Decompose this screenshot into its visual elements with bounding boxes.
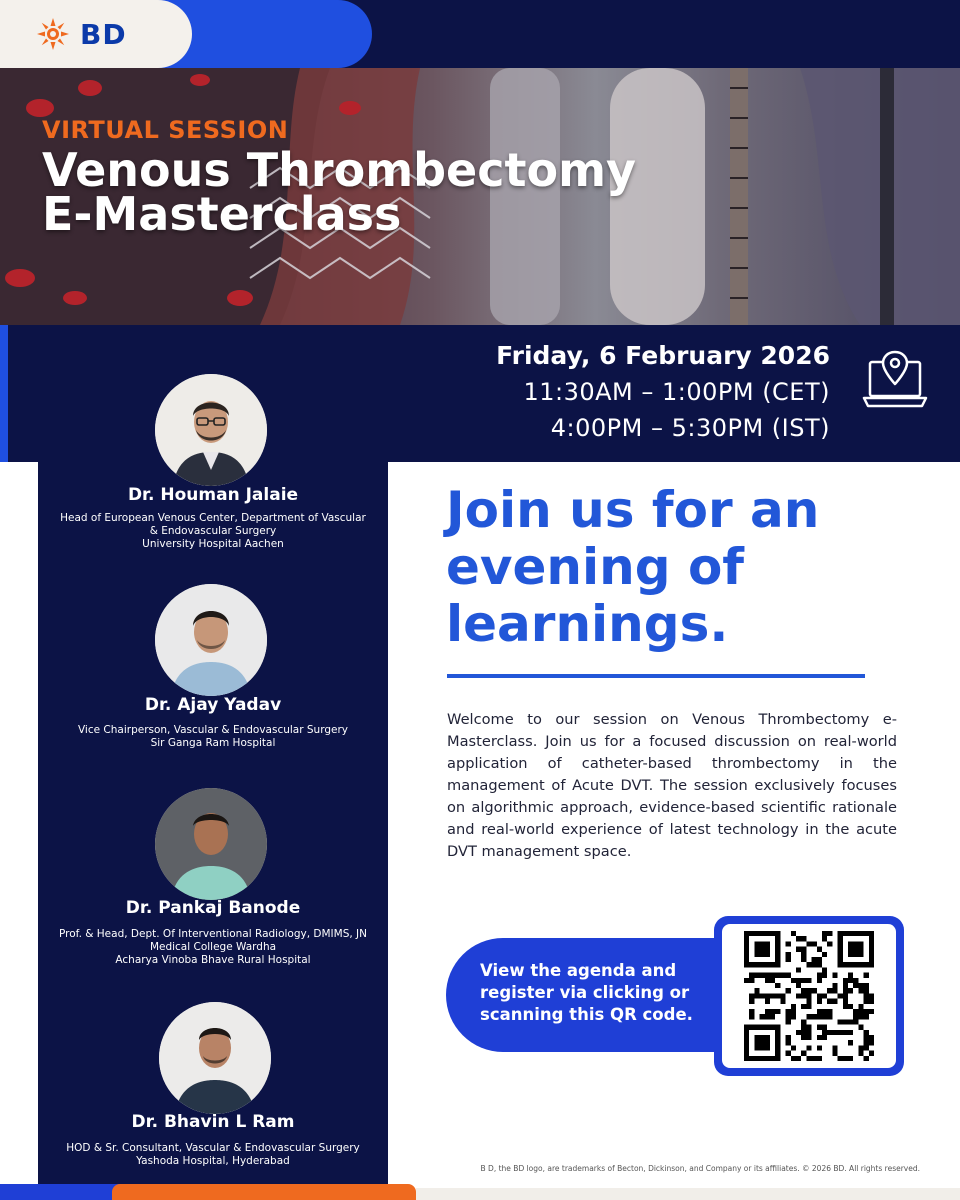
speaker-role-line: Prof. & Head, Dept. Of Interventional Radiology, DMIMS, JN: [59, 928, 367, 940]
speaker-role-line: & Endovascular Surgery: [149, 525, 277, 537]
speaker-name: Dr. Houman Jalaie: [127, 485, 299, 505]
speaker-photo: [159, 1002, 271, 1114]
speaker-role-line: Head of European Venous Center, Department of Vascular: [60, 512, 366, 524]
headline-line2: evening of: [446, 538, 745, 596]
event-time-cet: 11:30AM – 1:00PM (CET): [523, 378, 830, 406]
speaker-role-line: Acharya Vinoba Bhave Rural Hospital: [115, 954, 311, 966]
speaker-role-line: HOD & Sr. Consultant, Vascular & Endovascular Surgery: [66, 1142, 360, 1154]
cta-line3: scanning this QR code.: [480, 1005, 693, 1024]
speaker-name: Dr. Pankaj Banode: [125, 898, 301, 918]
speaker-role: [48, 1142, 378, 1168]
headline-line3: learnings.: [446, 595, 729, 653]
date-band-accent: [0, 325, 8, 462]
cta-line2: register via clicking or: [480, 983, 690, 1002]
laptop-location-icon: [862, 348, 928, 410]
speaker-role-line: Yashoda Hospital, Hyderabad: [136, 1155, 290, 1167]
register-cta-label[interactable]: [480, 960, 720, 1026]
speaker-role-line: Sir Ganga Ram Hospital: [150, 737, 276, 749]
event-schedule: [496, 338, 830, 446]
session-type-label: VIRTUAL SESSION: [42, 116, 289, 144]
intro-paragraph: Welcome to our session on Venous Thrombectomy e-Masterclass. Join us for a focused discussion on real-world application of catheter-based thrombectomy in the management of Acute DVT. The session exclusively focuses on algorithmic approach, evidence-based scientific rationale and real-world experience of latest technology in the acute DVT management space.: [447, 711, 897, 860]
qr-code-icon: [731, 931, 887, 1061]
speaker-role: [48, 928, 378, 967]
speaker-photo: [155, 374, 267, 486]
headline: [446, 482, 916, 653]
qr-code[interactable]: [722, 924, 896, 1068]
event-time-ist: 4:00PM – 5:30PM (IST): [550, 414, 830, 442]
footer-bar-orange: [112, 1184, 416, 1200]
event-title: [42, 143, 637, 241]
speakers-panel: [38, 338, 388, 1184]
footer-bar-blue: [0, 1184, 130, 1200]
footer-bar-light: [416, 1188, 960, 1200]
speaker-name: Dr. Ajay Yadav: [144, 695, 282, 715]
event-title-line1: Venous Thrombectomy: [42, 143, 637, 197]
speaker-role-line: University Hospital Aachen: [142, 538, 284, 550]
qr-code-frame[interactable]: [714, 916, 904, 1076]
speaker-photo: [155, 584, 267, 696]
event-date: Friday, 6 February 2026: [496, 341, 830, 370]
speaker-role-line: Vice Chairperson, Vascular & Endovascular Surgery: [77, 724, 349, 736]
bd-sunburst-icon: [36, 17, 70, 51]
event-title-line2: E-Masterclass: [42, 187, 402, 241]
cta-line1: View the agenda and: [480, 961, 677, 980]
headline-divider: [447, 674, 865, 678]
speaker-name: Dr. Bhavin L Ram: [131, 1112, 295, 1132]
trademark-notice: B D, the BD logo, are trademarks of Becton, Dickinson, and Company or its affiliates. © 2026 BD. All rights reserved.: [480, 1164, 920, 1173]
hero-banner: [0, 68, 960, 325]
speaker-role: [48, 724, 378, 750]
brand-name: BD: [80, 17, 127, 51]
brand-logo[interactable]: [0, 0, 192, 68]
speaker-role: [48, 512, 378, 551]
headline-line1: Join us for an: [446, 481, 820, 539]
speaker-photo: [155, 788, 267, 900]
speaker-role-line: Medical College Wardha: [149, 941, 277, 953]
